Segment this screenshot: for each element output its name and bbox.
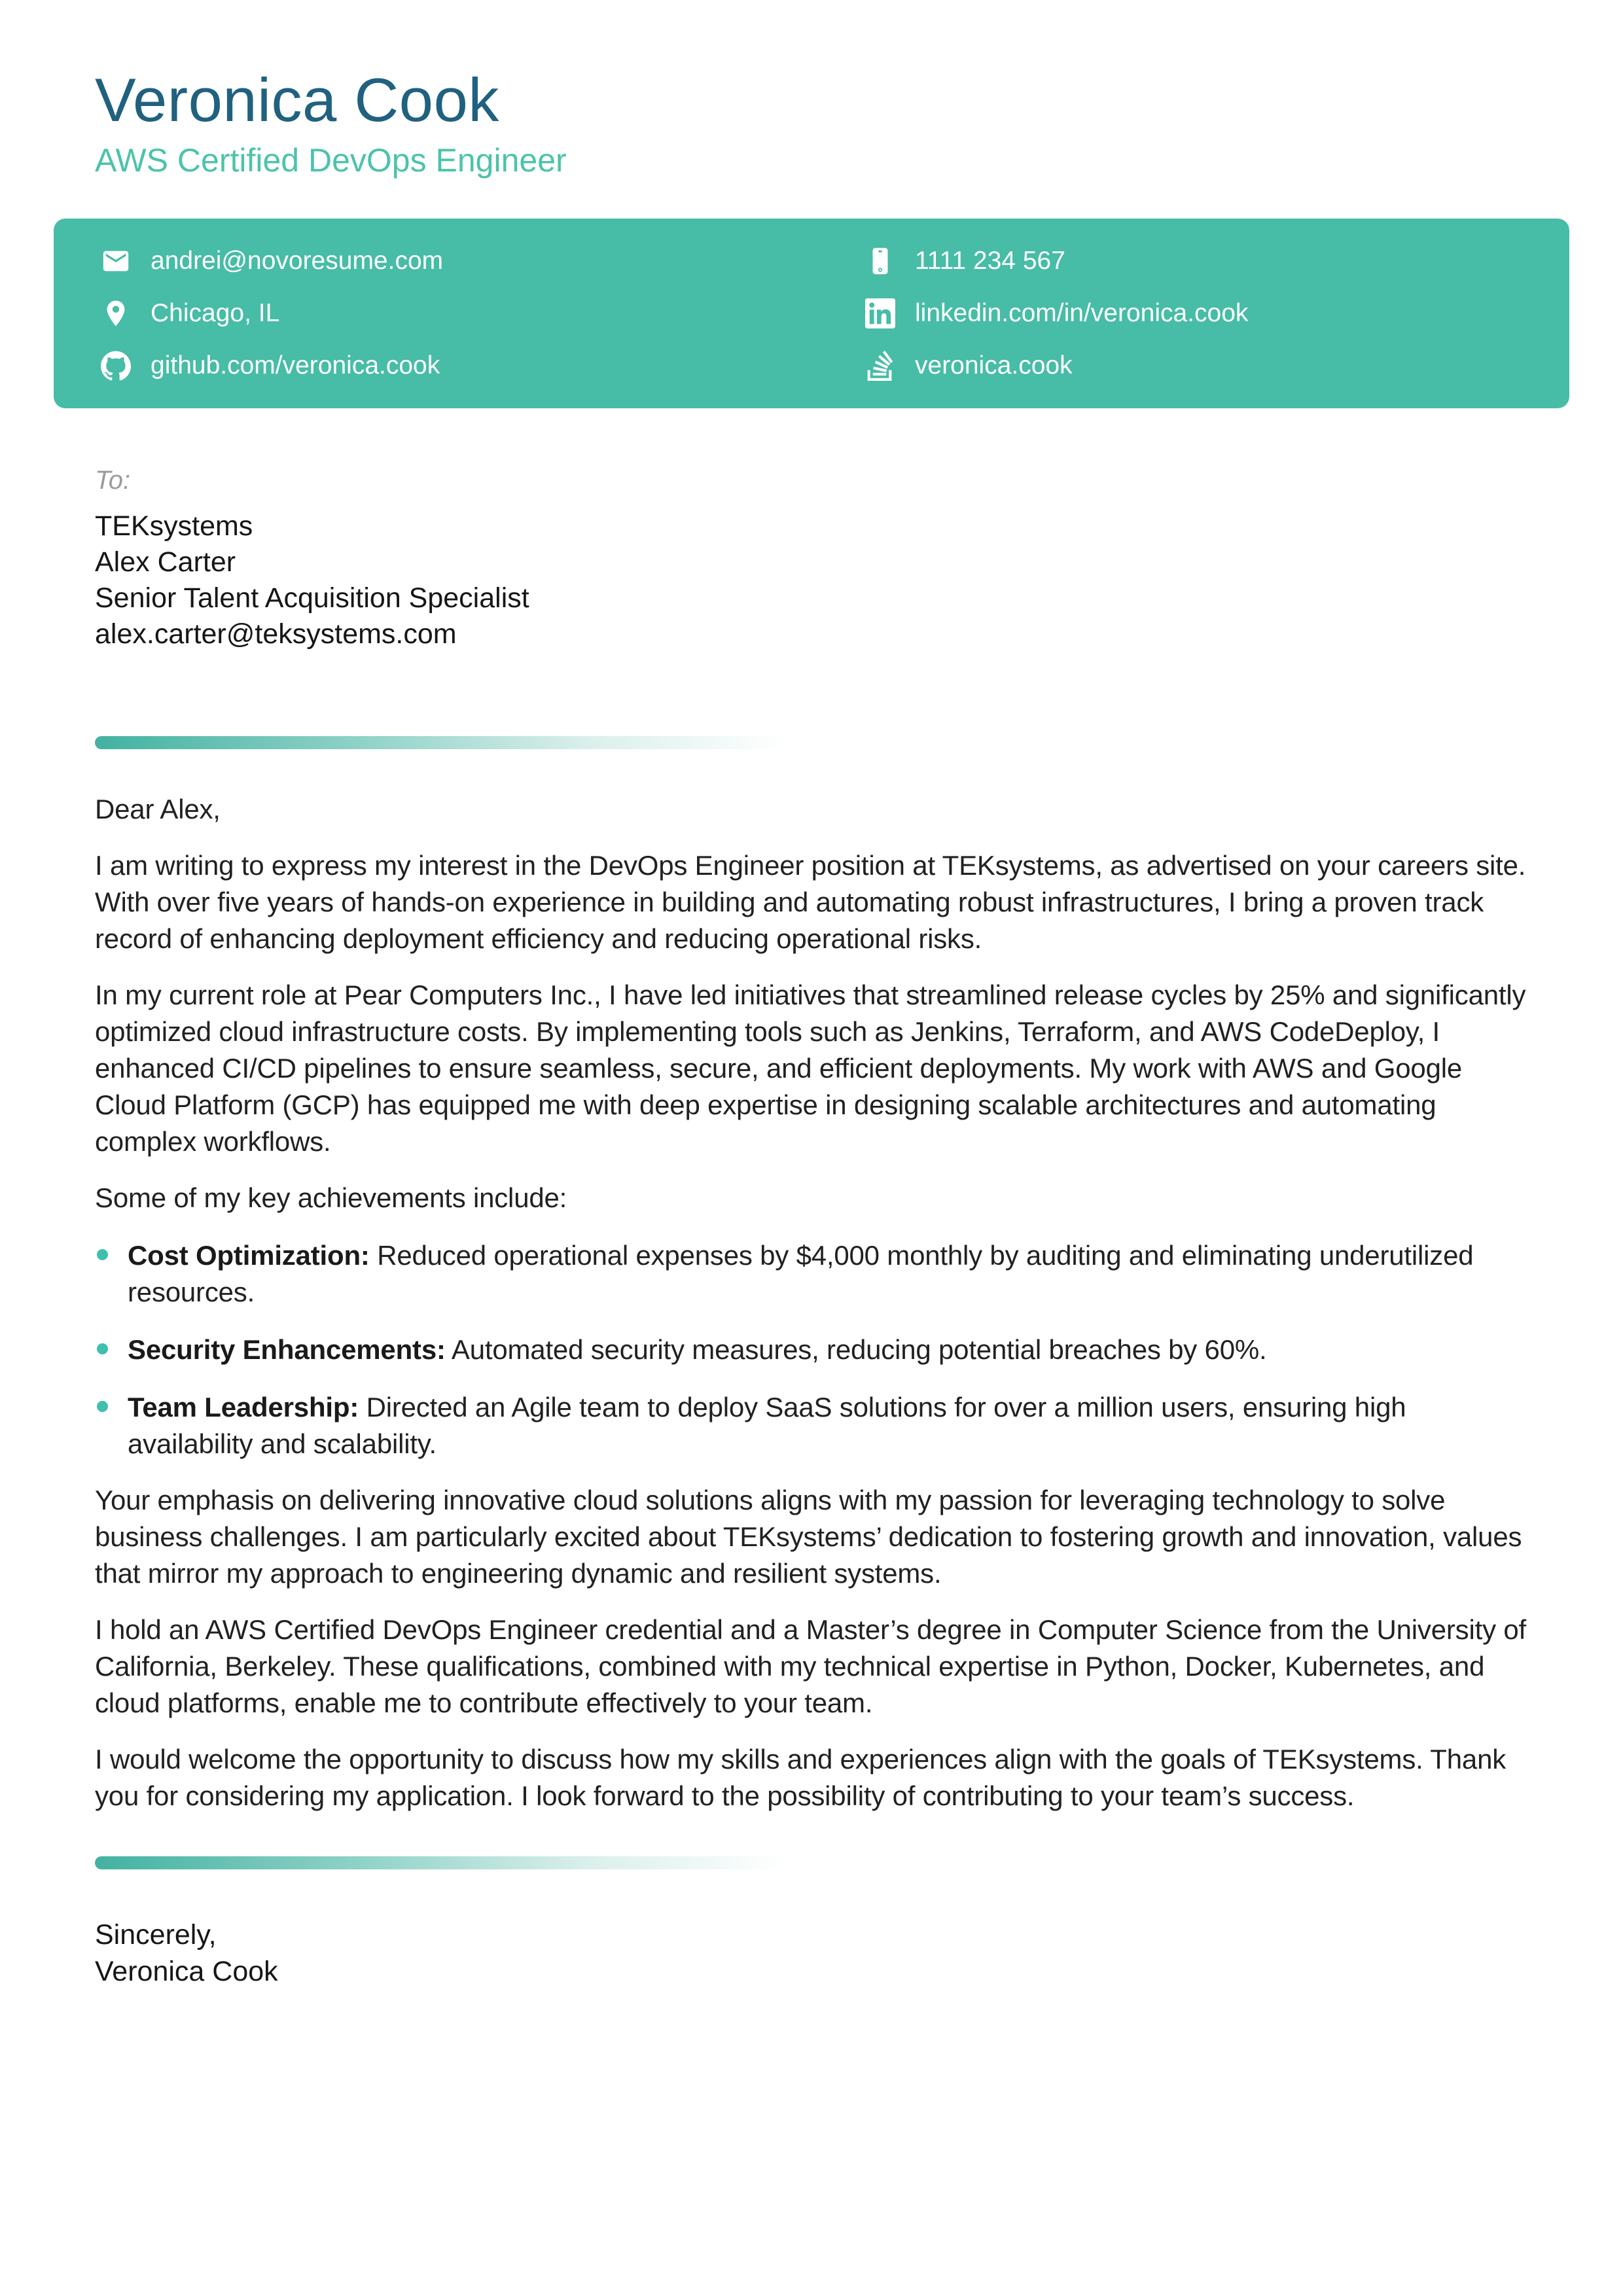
- to-label: To:: [95, 465, 131, 495]
- recipient-email[interactable]: alex.carter@teksystems.com: [95, 618, 457, 650]
- paragraph: Your emphasis on delivering innovative cloud solutions aligns with my passion for leveraging technology to solve business challenges. I am particularly excited about TEKsystems’ dedication to fostering growth and innovation, values that mirror my approach to engineering dynamic and resilient systems.: [95, 1484, 1522, 1589]
- contact-linkedin-label: linkedin.com/in/veronica.cook: [915, 298, 1249, 327]
- bullet-dot-icon: [97, 1249, 108, 1260]
- bullet-dot-icon: [97, 1343, 108, 1354]
- paragraph: In my current role at Pear Computers Inc., I have led initiatives that streamlined release cycles by 25% and significantly optimized cloud infrastructure costs. By implementing tools such as Jenkins, Terraform, and AWS CodeDeploy, I enhanced CI/CD pipelines to ensure seamless, secure, and efficient deployments. My work with AWS and Google Cloud Platform (GCP) has equipped me with deep expertise in designing scalable architectures and automating complex workflows.: [95, 979, 1526, 1157]
- paragraph: I would welcome the opportunity to discuss how my skills and experiences align with the goals of TEKsystems. Thank you for considering my application. I look forward to the possibility of contributing to your team’s success.: [95, 1743, 1507, 1811]
- list-item: [95, 1237, 1528, 1311]
- achievement-text: Reduced operational expenses by $4,000 monthly by auditing and eliminating underutilized resources.: [128, 1239, 1474, 1307]
- achievement-label: Team Leadership:: [128, 1391, 359, 1422]
- phone-icon: [864, 245, 897, 277]
- linkedin-icon: [864, 297, 897, 330]
- contact-website-label: veronica.cook: [915, 351, 1073, 380]
- signature: Veronica Cook: [95, 1955, 278, 1987]
- letter-body: [95, 791, 1528, 1814]
- location-pin-icon: [99, 297, 132, 330]
- contact-linkedin[interactable]: [864, 297, 1543, 330]
- contact-website[interactable]: [864, 349, 1543, 382]
- paragraph: I hold an AWS Certified DevOps Engineer credential and a Master’s degree in Computer Science from the University of California, Berkeley. These qualifications, combined with my technical expertise in Python, Docker, Kubernetes, and cloud platforms, enable me to contribute effectively to your team.: [95, 1614, 1526, 1718]
- salutation: Dear Alex,: [95, 793, 221, 824]
- section-divider: [95, 736, 847, 749]
- paragraph: I am writing to express my interest in the DevOps Engineer position at TEKsystems, as advertised on your careers site. With over five years of hands-on experience in building and automating robust infrastructures, I bring a proven track record of enhancing deployment efficiency and reducing operational risks.: [95, 849, 1526, 954]
- contact-phone-label: 1111 234 567: [915, 246, 1065, 275]
- signoff-block: [95, 1916, 1528, 1990]
- bullet-dot-icon: [97, 1401, 108, 1412]
- github-icon: [99, 349, 132, 382]
- job-title: AWS Certified DevOps Engineer: [95, 141, 567, 179]
- header: [95, 67, 1528, 179]
- recipient-block: [95, 466, 1528, 652]
- list-item: [95, 1332, 1528, 1368]
- recipient-company: TEKsystems: [95, 510, 253, 542]
- achievement-label: Cost Optimization:: [128, 1239, 370, 1271]
- stackoverflow-icon: [864, 349, 897, 382]
- achievements-intro: Some of my key achievements include:: [95, 1182, 567, 1213]
- contact-location[interactable]: [99, 297, 864, 330]
- recipient-name: Alex Carter: [95, 546, 236, 578]
- email-icon: [99, 245, 132, 277]
- contact-location-label: Chicago, IL: [151, 298, 280, 327]
- page-title: Veronica Cook: [95, 65, 499, 134]
- achievement-text: Automated security measures, reducing potential breaches by 60%.: [445, 1333, 1267, 1365]
- contact-email[interactable]: [99, 245, 864, 277]
- contact-bar: [54, 219, 1569, 408]
- recipient-role: Senior Talent Acquisition Specialist: [95, 582, 529, 614]
- list-item: [95, 1389, 1528, 1462]
- signoff: Sincerely,: [95, 1918, 217, 1951]
- contact-github[interactable]: [99, 349, 864, 382]
- contact-phone[interactable]: [864, 245, 1543, 277]
- achievement-label: Security Enhancements:: [128, 1333, 446, 1365]
- contact-email-label: andrei@novoresume.com: [151, 246, 444, 275]
- achievements-list: [95, 1237, 1528, 1462]
- contact-github-label: github.com/veronica.cook: [151, 351, 440, 380]
- section-divider: [95, 1856, 847, 1869]
- achievement-text: Directed an Agile team to deploy SaaS solutions for over a million users, ensuring high availability and scalability.: [128, 1391, 1406, 1459]
